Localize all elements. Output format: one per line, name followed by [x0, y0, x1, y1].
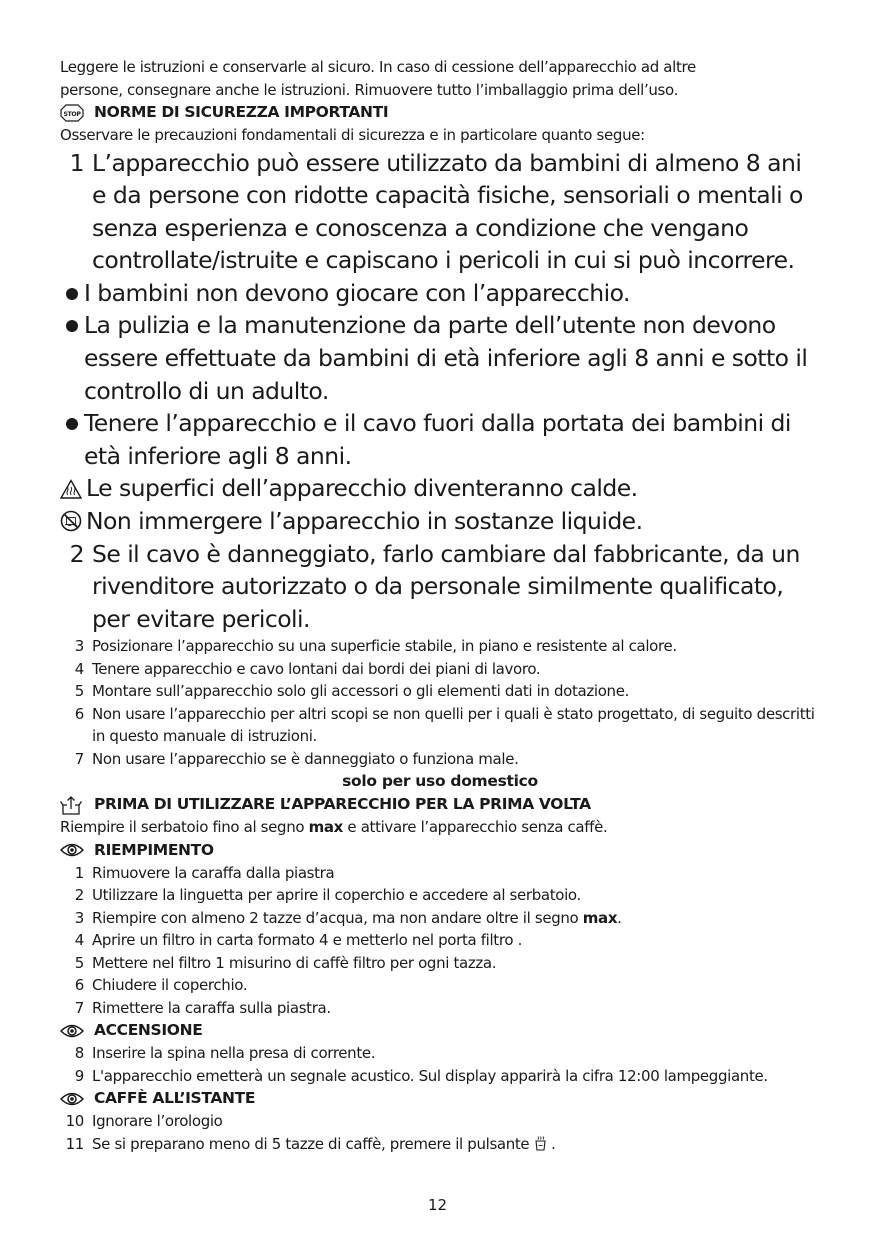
item-text: Aprire un filtro in carta formato 4 e metterlo nel porta filtro .	[92, 931, 522, 950]
list-item	[60, 1042, 820, 1065]
item-number: 7	[74, 998, 84, 1017]
item-number: 3	[74, 637, 84, 656]
item-number: 5	[74, 682, 84, 701]
intro-text	[60, 56, 820, 101]
list-item	[60, 929, 820, 952]
max-mark: max	[308, 818, 343, 837]
list-item	[60, 703, 820, 748]
section-title: CAFFÈ ALL’ISTANTE	[94, 1089, 256, 1108]
item-number: 1	[74, 863, 84, 882]
list-item	[60, 1133, 820, 1158]
item-number: 2	[69, 539, 84, 568]
text-part: Riempire il serbatoio fino al segno	[60, 818, 309, 837]
manual-page	[60, 56, 820, 1157]
text-part: .	[546, 1134, 556, 1153]
item-text: Le superfici dell’apparecchio diventeranno calde.	[86, 474, 638, 503]
eye-icon	[60, 1022, 86, 1040]
warning-item	[60, 472, 820, 505]
text-part: .	[617, 908, 622, 927]
list-item	[60, 884, 820, 907]
list-item	[60, 538, 820, 636]
list-item	[60, 997, 820, 1020]
list-item	[60, 862, 820, 885]
safety-heading	[60, 101, 820, 124]
item-text: Non usare l’apparecchio per altri scopi se non quelli per i quali è stato progettato, di seguito descritti in questo manuale di istruzioni.	[92, 704, 815, 746]
bullet-item	[60, 309, 820, 407]
list-item	[60, 952, 820, 975]
item-text	[92, 1133, 820, 1158]
stop-icon	[60, 104, 86, 122]
instant-list	[60, 1110, 820, 1157]
item-number: 6	[74, 704, 84, 723]
no-immerse-icon	[60, 505, 86, 538]
switch-on-list	[60, 1042, 820, 1087]
hot-surface-icon	[60, 472, 86, 505]
item-number: 9	[74, 1066, 84, 1085]
item-number: 3	[74, 908, 84, 927]
item-number: 5	[74, 953, 84, 972]
item-text: Rimettere la caraffa sulla piastra.	[92, 998, 331, 1017]
item-text: Chiudere il coperchio.	[92, 976, 248, 995]
svg-text:STOP: STOP	[63, 110, 81, 118]
item-number: 7	[74, 749, 84, 768]
bullet-icon	[60, 309, 84, 407]
list-item	[60, 1110, 820, 1133]
item-number: 6	[74, 976, 84, 995]
safety-subtitle: Osservare le precauzioni fondamentali di sicurezza e in particolare quanto segue:	[60, 126, 645, 144]
item-text: La pulizia e la manutenzione da parte dell’utente non devono essere effettuate da bambini di età inferiore agli 8 anni e sotto il controllo di un adulto.	[84, 311, 808, 405]
unbox-icon	[60, 796, 86, 814]
text-part: Riempire con almeno 2 tazze d’acqua, ma non andare oltre il segno	[92, 908, 583, 927]
list-item	[60, 907, 820, 930]
section-title: NORME DI SICUREZZA IMPORTANTI	[94, 103, 389, 121]
item-text: Non immergere l’apparecchio in sostanze liquide.	[86, 507, 643, 536]
filling-list	[60, 862, 820, 1020]
list-item	[60, 974, 820, 997]
cup-button-icon	[534, 1135, 547, 1158]
item-number: 8	[74, 1044, 84, 1063]
instant-coffee-heading	[60, 1087, 820, 1110]
bullet-item	[60, 407, 820, 472]
list-item	[60, 635, 820, 658]
item-text: Montare sull’apparecchio solo gli accessori o gli elementi dati in dotazione.	[92, 682, 629, 701]
list-item	[60, 748, 820, 771]
item-text: L’apparecchio può essere utilizzato da bambini di almeno 8 ani e da persone con ridotte capacità fisiche, sensoriali o mentali o senza esperienza e conoscenza a condizione che vengano controllate/istruite e capiscano i pericoli in cui si può incorrere.	[92, 148, 803, 275]
intro-line: persone, consegnare anche le istruzioni. Rimuovere tutto l’imballaggio prima dell’uso.	[60, 80, 679, 99]
list-item	[60, 658, 820, 681]
warning-item	[60, 505, 820, 538]
section-title: ACCENSIONE	[94, 1021, 203, 1040]
page-number: 12	[427, 1196, 448, 1214]
bullet-icon	[60, 277, 84, 310]
item-text: Tenere apparecchio e cavo lontani dai bordi dei piani di lavoro.	[92, 659, 541, 678]
item-text: Ignorare l’orologio	[92, 1112, 223, 1131]
section-title: RIEMPIMENTO	[94, 840, 214, 859]
filling-heading	[60, 839, 820, 862]
item-text: L'apparecchio emetterà un segnale acustico. Sul display apparirà la cifra 12:00 lampeggiante.	[92, 1066, 768, 1085]
item-text: Rimuovere la caraffa dalla piastra	[92, 863, 335, 882]
item-number: 10	[65, 1112, 84, 1131]
item-text: I bambini non devono giocare con l’apparecchio.	[84, 278, 630, 307]
safety-large-list	[60, 147, 820, 636]
item-number: 4	[74, 931, 84, 950]
text-part: Se si preparano meno di 5 tazze di caffè, premere il pulsante	[92, 1134, 534, 1153]
bullet-item	[60, 277, 820, 310]
item-number: 4	[74, 659, 84, 678]
item-number: 11	[65, 1134, 84, 1153]
max-mark: max	[582, 908, 618, 927]
first-use-text	[60, 816, 820, 839]
text-part: e attivare l’apparecchio senza caffè.	[343, 818, 608, 837]
item-number: 2	[74, 886, 84, 905]
item-text	[92, 907, 820, 930]
eye-icon	[60, 841, 86, 859]
section-title: PRIMA DI UTILIZZARE L’APPARECCHIO PER LA PRIMA VOLTA	[94, 795, 591, 814]
eye-icon	[60, 1090, 86, 1108]
item-text: Tenere l’apparecchio e il cavo fuori dalla portata dei bambini di età inferiore agli 8 anni.	[84, 409, 791, 470]
item-number: 1	[69, 148, 84, 177]
item-text: Utilizzare la linguetta per aprire il coperchio e accedere al serbatoio.	[92, 886, 581, 905]
list-item	[60, 1065, 820, 1088]
bullet-icon	[60, 407, 84, 472]
switch-on-heading	[60, 1019, 820, 1042]
item-text: Inserire la spina nella presa di corrente.	[92, 1044, 376, 1063]
first-use-heading	[60, 793, 820, 816]
item-text: Mettere nel filtro 1 misurino di caffè filtro per ogni tazza.	[92, 953, 497, 972]
item-text: Non usare l’apparecchio se è danneggiato o funziona male.	[92, 749, 519, 768]
intro-line: Leggere le istruzioni e conservarle al sicuro. In caso di cessione dell’apparecchio ad altre	[60, 58, 696, 76]
list-item	[60, 147, 820, 277]
item-text: Posizionare l’apparecchio su una superficie stabile, in piano e resistente al calore.	[92, 637, 677, 656]
domestic-use-note: solo per uso domestico	[342, 772, 538, 791]
safety-small-list	[60, 635, 820, 770]
list-item	[60, 680, 820, 703]
item-text: Se il cavo è danneggiato, farlo cambiare dal fabbricante, da un rivenditore autorizzato o da personale similmente qualificato, per evitare pericoli.	[92, 539, 800, 633]
